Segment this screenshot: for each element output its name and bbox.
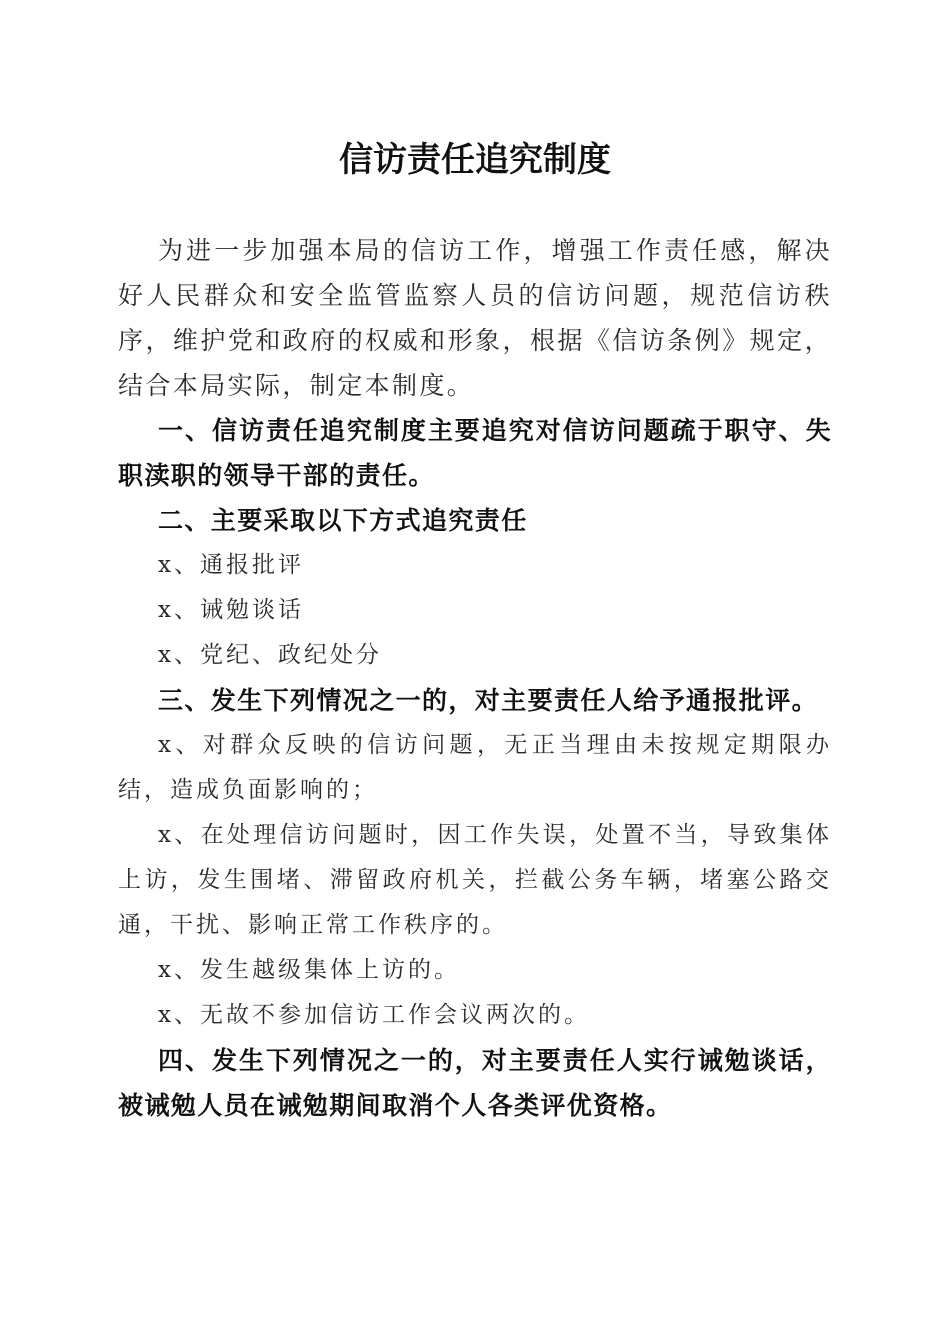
section-4-paragraph: 四、发生下列情况之一的，对主要责任人实行诫勉谈话，被诫勉人员在诫勉期间取消个人各类评优资格。 [118, 1046, 832, 1120]
section-3-item: x、在处理信访问题时，因工作失误，处置不当，导致集体上访，发生围堵、滞留政府机关，拦截公务车辆，堵塞公路交通，干扰、影响正常工作秩序的。 [118, 822, 832, 938]
section-3-heading: 三、发生下列情况之一的，对主要责任人给予通报批评。 [158, 686, 819, 715]
section-2-item: x、诫勉谈话 [158, 597, 304, 623]
section-3-item: x、对群众反映的信访问题，无正当理由未按规定期限办结，造成负面影响的； [118, 732, 832, 803]
section-2-item: x、通报批评 [158, 552, 304, 578]
section-1-paragraph: 一、信访责任追究制度主要追究对信访问题疏于职守、失职渎职的领导干部的责任。 [118, 416, 832, 490]
intro-paragraph: 为进一步加强本局的信访工作，增强工作责任感，解决好人民群众和安全监管监察人员的信访问题，规范信访秩序，维护党和政府的权威和形象，根据《信访条例》规定，结合本局实际，制定本制度。 [118, 236, 832, 400]
document-title: 信访责任追究制度 [339, 140, 611, 180]
section-3-item: x、无故不参加信访工作会议两次的。 [158, 1002, 590, 1028]
document-body [118, 228, 832, 1128]
section-2-item: x、党纪、政纪处分 [158, 642, 382, 668]
section-2-heading: 二、主要采取以下方式追究责任 [158, 506, 528, 535]
section-3-item: x、发生越级集体上访的。 [158, 957, 460, 983]
